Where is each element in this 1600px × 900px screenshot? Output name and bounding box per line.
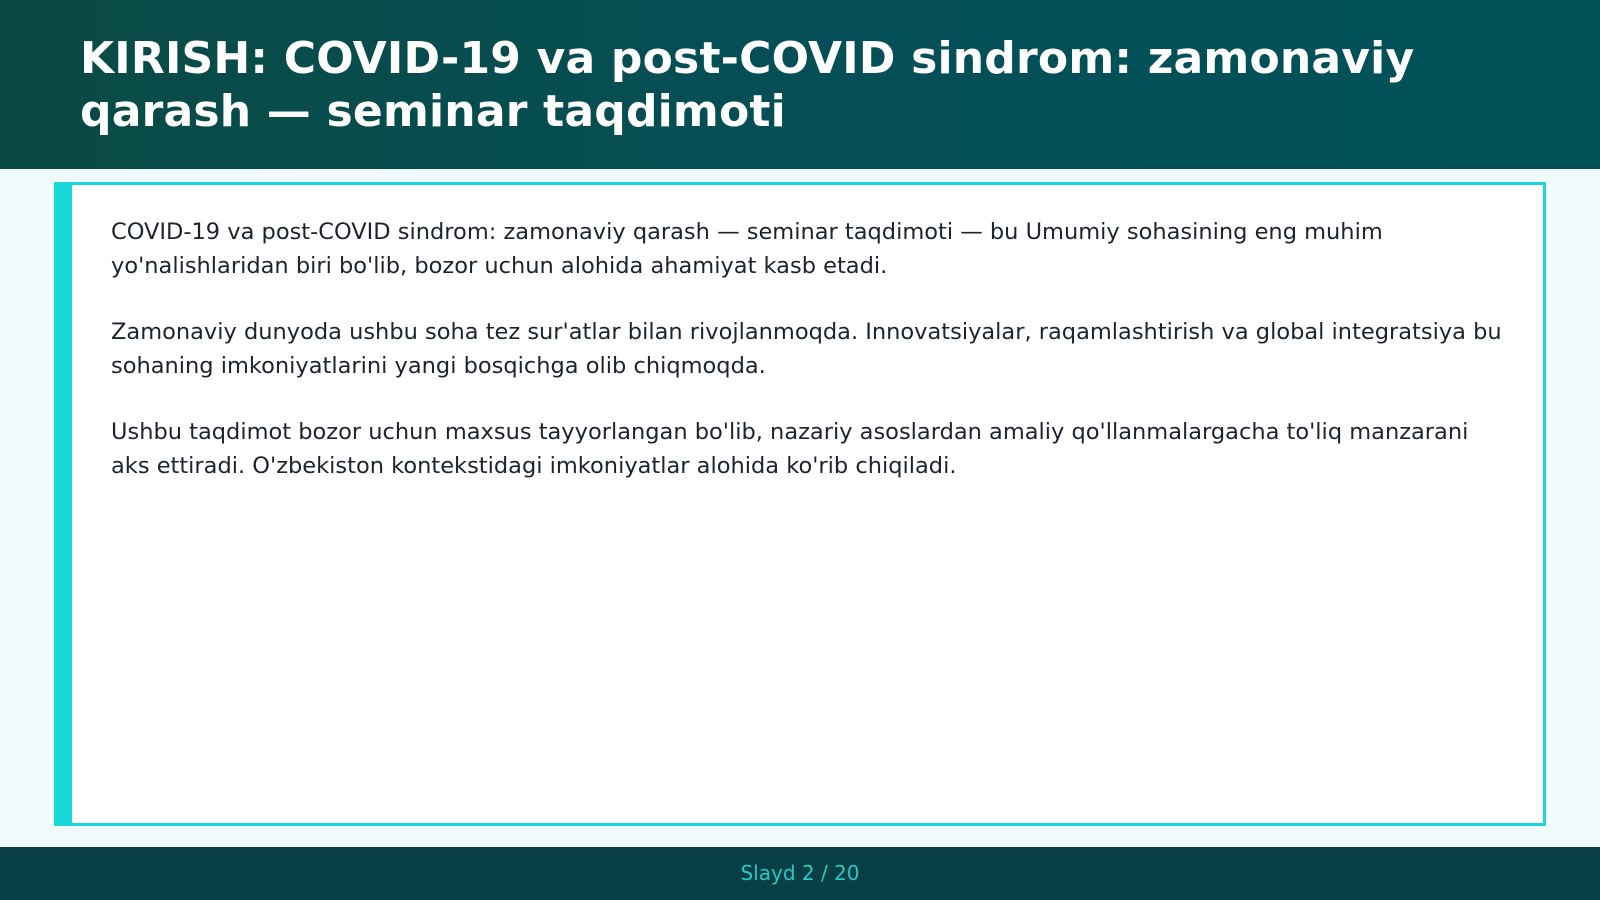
slide-title: KIRISH: COVID-19 va post-COVID sindrom: zamonaviy qarash — seminar taqdimoti — [80, 33, 1415, 137]
slide-footer — [0, 847, 1600, 900]
content-paragraph: Zamonaviy dunyoda ushbu soha tez sur'atlar bilan rivojlanmoqda. Innovatsiyalar, raqamlashtirish va global integratsiya bu sohaning imkoniyatlarini yangi bosqichga olib chiqmoqda. — [111, 319, 1502, 379]
slide-counter: Slayd 2 / 20 — [740, 861, 860, 885]
content-paragraph: Ushbu taqdimot bozor uchun maxsus tayyorlangan bo'lib, nazariy asoslardan amaliy qo'llanmalargacha to'liq manzarani aks ettiradi. O'zbekiston kontekstidagi imkoniyatlar alohida ko'rib chiqiladi. — [111, 419, 1469, 479]
content-card — [54, 182, 1546, 826]
slide-header — [0, 0, 1600, 169]
content-paragraph: COVID-19 va post-COVID sindrom: zamonaviy qarash — seminar taqdimoti — bu Umumiy sohasining eng muhim yo'nalishlaridan biri bo'lib, bozor uchun alohida ahamiyat kasb etadi. — [111, 219, 1383, 279]
